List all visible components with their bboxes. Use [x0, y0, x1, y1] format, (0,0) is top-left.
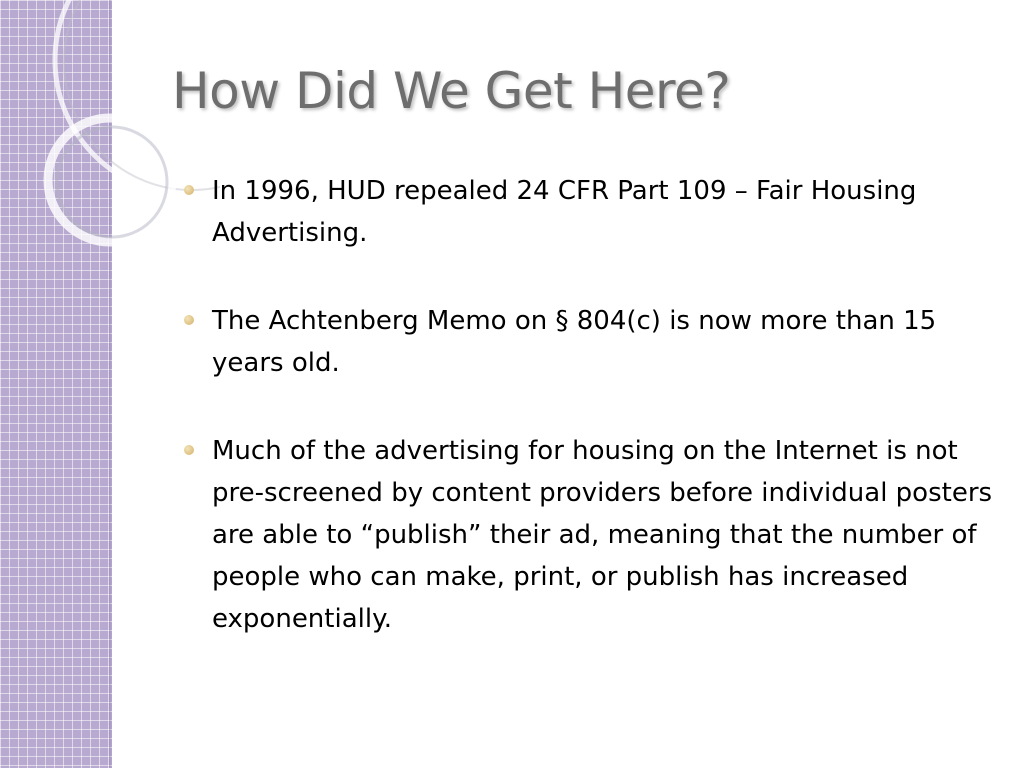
bullet-dot-icon	[184, 445, 194, 455]
list-item	[184, 430, 994, 640]
bullet-list	[184, 170, 994, 686]
bullet-text: The Achtenberg Memo on § 804(c) is now more than 15 years old.	[212, 306, 937, 378]
bullet-dot-icon	[184, 315, 194, 325]
decorative-side-band	[0, 0, 112, 768]
bullet-dot-icon	[184, 185, 194, 195]
list-item	[184, 300, 994, 384]
slide-title: How Did We Get Here?	[172, 62, 731, 120]
bullet-text: In 1996, HUD repealed 24 CFR Part 109 – Fair Housing Advertising.	[212, 176, 917, 248]
list-item	[184, 170, 994, 254]
bullet-text: Much of the advertising for housing on the Internet is not pre-screened by content providers before individual posters are able to “publish” their ad, meaning that the number of people who can make, print, or publish has increased exponentially.	[212, 436, 993, 634]
